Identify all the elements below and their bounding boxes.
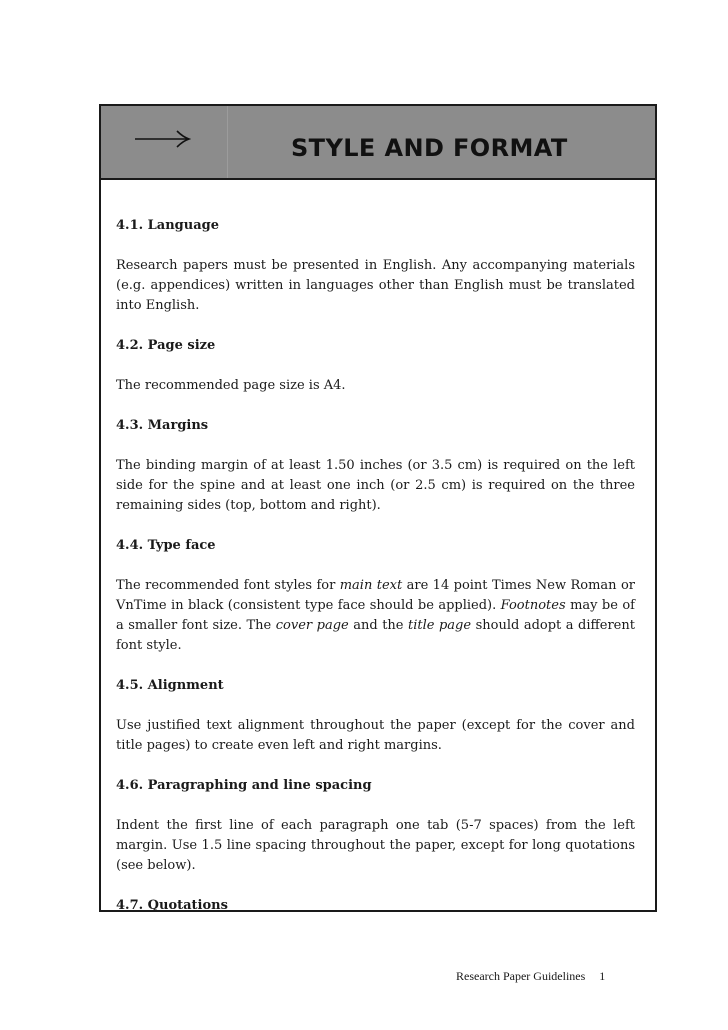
- section-margins: [116, 416, 635, 516]
- text-run: and the: [348, 618, 409, 633]
- italic-text-run: main text: [339, 578, 403, 593]
- section-type-face: [116, 536, 635, 656]
- content-frame: [99, 104, 657, 912]
- section-quotations: [116, 896, 635, 912]
- section-text: The recommended page size is A4.: [116, 378, 346, 393]
- section-text: Indent the first line of each paragraph one tab (5-7 spaces) from the left margin. Use 1.5 line spacing throughout the paper, except for long quotations (see below).: [116, 818, 635, 873]
- section-alignment: [116, 676, 635, 756]
- section-heading: 4.3. Margins: [116, 418, 209, 433]
- document-body: [116, 216, 635, 912]
- section-heading: 4.5. Alignment: [116, 678, 224, 693]
- text-run: are 14 point Times New Roman or VnTime in black (consistent type face should be applied).: [116, 578, 635, 613]
- section-text: Research papers must be presented in English. Any accompanying materials (e.g. appendices) written in languages other than English must be translated into English.: [116, 258, 635, 313]
- text-run: may be of a smaller font size. The: [116, 598, 635, 633]
- section-heading: 4.2. Page size: [116, 338, 216, 353]
- section-paragraphing: [116, 776, 635, 876]
- section-text: [116, 576, 635, 656]
- text-run: should adopt a different font style.: [116, 618, 635, 653]
- section-text: The binding margin of at least 1.50 inches (or 3.5 cm) is required on the left side for the spine and at least one inch (or 2.5 cm) is required on the three remaining sides (top, bottom and right).: [116, 458, 635, 513]
- section-header: [101, 106, 655, 180]
- section-page-size: [116, 336, 635, 396]
- section-heading: 4.1. Language: [116, 218, 220, 233]
- section-heading: 4.7. Quotations: [116, 898, 228, 912]
- text-run: The recommended font styles for: [116, 578, 340, 593]
- italic-text-run: title page: [408, 618, 472, 633]
- italic-text-run: cover page: [275, 618, 349, 633]
- section-heading: 4.4. Type face: [116, 538, 216, 553]
- page-number: 1: [599, 969, 606, 983]
- section-heading: 4.6. Paragraphing and line spacing: [116, 778, 372, 793]
- italic-text-run: Footnotes: [500, 598, 566, 613]
- page-footer: [456, 968, 605, 984]
- page-title: STYLE AND FORMAT: [291, 134, 568, 162]
- long-right-arrow-icon: [133, 126, 191, 152]
- section-language: [116, 216, 635, 316]
- header-divider: [227, 106, 228, 178]
- footer-label: Research Paper Guidelines: [456, 969, 586, 983]
- section-text: Use justified text alignment throughout the paper (except for the cover and title pages) to create even left and right margins.: [116, 718, 635, 753]
